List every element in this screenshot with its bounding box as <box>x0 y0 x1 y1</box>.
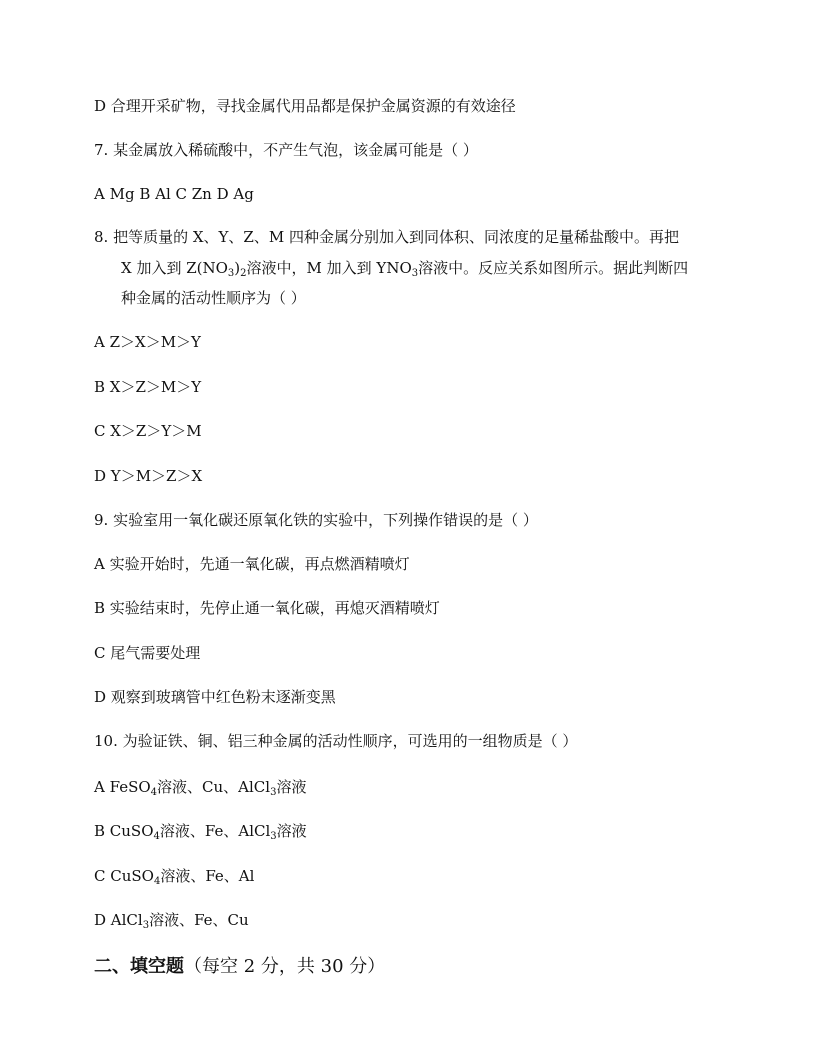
question-8-line-3: 种金属的活动性顺序为（ ） <box>121 289 306 307</box>
question-10-option-d: D AlCl$_3$溶液、Fe、Cu <box>94 911 249 931</box>
question-8-option-a: A Z＞X＞M＞Y <box>94 333 201 351</box>
question-9: 9. 实验室用一氧化碳还原氧化铁的实验中，下列操作错误的是（ ） <box>94 511 538 529</box>
question-10-option-c: C CuSO$_4$溶液、Fe、Al <box>94 867 255 887</box>
question-9-option-a: A 实验开始时，先通一氧化碳，再点燃酒精喷灯 <box>94 555 410 573</box>
question-10-option-b: B CuSO$_4$溶液、Fe、AlCl$_3$溶液 <box>94 822 307 842</box>
question-8-line-1: 8. 把等质量的 X、Y、Z、M 四种金属分别加入到同体积、同浓度的足量稀盐酸中。再把 <box>94 228 679 246</box>
question-7: 7. 某金属放入稀硫酸中，不产生气泡，该金属可能是（ ） <box>94 141 478 159</box>
question-8-option-c: C X＞Z＞Y＞M <box>94 422 202 440</box>
section-2-title: 二、填空题 <box>94 956 184 977</box>
question-10-option-a: A FeSO$_4$溶液、Cu、AlCl$_3$溶液 <box>94 778 307 798</box>
question-9-option-d: D 观察到玻璃管中红色粉末逐渐变黑 <box>94 688 336 706</box>
question-10: 10. 为验证铁、铜、铝三种金属的活动性顺序，可选用的一组物质是（ ） <box>94 732 578 750</box>
question-9-option-c: C 尾气需要处理 <box>94 644 201 662</box>
question-8-option-d: D Y＞M＞Z＞X <box>94 467 203 485</box>
q6-option-d: D 合理开采矿物，寻找金属代用品都是保护金属资源的有效途径 <box>94 97 516 115</box>
section-2-note: （每空 2 分，共 30 分） <box>184 956 386 977</box>
section-2-heading <box>94 955 385 979</box>
question-7-options: A Mg B Al C Zn D Ag <box>94 185 254 203</box>
question-8-option-b: B X＞Z＞M＞Y <box>94 378 202 396</box>
question-9-option-b: B 实验结束时，先停止通一氧化碳，再熄灭酒精喷灯 <box>94 599 440 617</box>
question-8-line-2: X 加入到 $Z(NO_3)_2$溶液中，M 加入到 $YNO_3$溶液中。反应关系如图所示。据此判断四 <box>121 259 689 279</box>
